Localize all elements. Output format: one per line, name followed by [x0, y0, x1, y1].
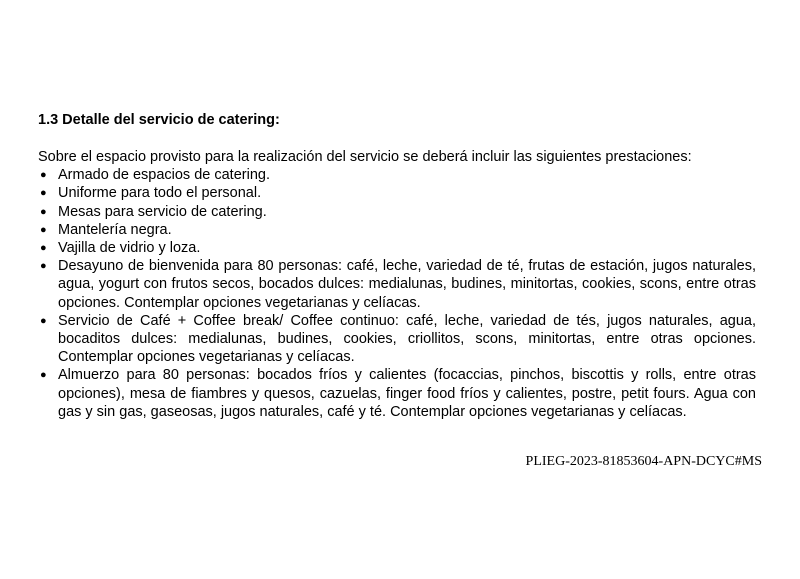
list-item-text: Uniforme para todo el personal.	[58, 185, 262, 202]
bullet-icon: ●	[40, 187, 47, 200]
bullet-icon: ●	[40, 169, 47, 182]
bullet-icon: ●	[40, 369, 47, 382]
list-item	[38, 166, 756, 184]
list-item	[38, 366, 756, 421]
bullet-icon: ●	[40, 205, 47, 218]
services-list	[38, 166, 756, 421]
list-item-text: Mesas para servicio de catering.	[58, 203, 267, 220]
list-item	[38, 312, 756, 367]
section-body	[38, 148, 756, 421]
list-item	[38, 239, 756, 257]
document-id: PLIEG-2023-81853604-APN-DCYC#MS	[525, 454, 762, 469]
list-item-text: Servicio de Café + Coffee break/ Coffee continuo: café, leche, variedad de tés, jugos naturales, agua, bocaditos dulces: medialunas, budines, cookies, criollitos, scons, minitortas, entre otras opciones. Contemplar opciones vegetarianas y celíacas.	[58, 312, 756, 366]
list-item-text: Vajilla de vidrio y loza.	[58, 240, 201, 257]
list-item	[38, 203, 756, 221]
list-item	[38, 257, 756, 312]
bullet-icon: ●	[40, 223, 47, 236]
intro-paragraph: Sobre el espacio provisto para la realización del servicio se deberá incluir las siguientes prestaciones:	[38, 149, 692, 165]
list-item	[38, 221, 756, 239]
bullet-icon: ●	[40, 260, 47, 273]
section-title: 1.3 Detalle del servicio de catering:	[38, 112, 280, 128]
list-item-text: Desayuno de bienvenida para 80 personas: café, leche, variedad de té, frutas de estación, jugos naturales, agua, yogurt con frutos secos, bocados dulces: medialunas, budines, minitortas, cookies, scons, entre otras opciones. Contemplar opciones vegetarianas y celíacas.	[58, 258, 756, 311]
list-item-text: Armado de espacios de catering.	[58, 167, 270, 184]
list-item	[38, 184, 756, 202]
bullet-icon: ●	[40, 314, 47, 327]
list-item-text: Almuerzo para 80 personas: bocados fríos y calientes (focaccias, pinchos, biscottis y rolls, entre otras opciones), mesa de fiambres y quesos, cazuelas, finger food fríos y calientes, postre, petit fours. Agua con gas y sin gas, gaseosas, jugos naturales, café y té. Contemplar opciones vegetarianas y celíacas.	[58, 367, 756, 420]
bullet-icon: ●	[40, 242, 47, 255]
list-item-text: Mantelería negra.	[58, 221, 172, 238]
